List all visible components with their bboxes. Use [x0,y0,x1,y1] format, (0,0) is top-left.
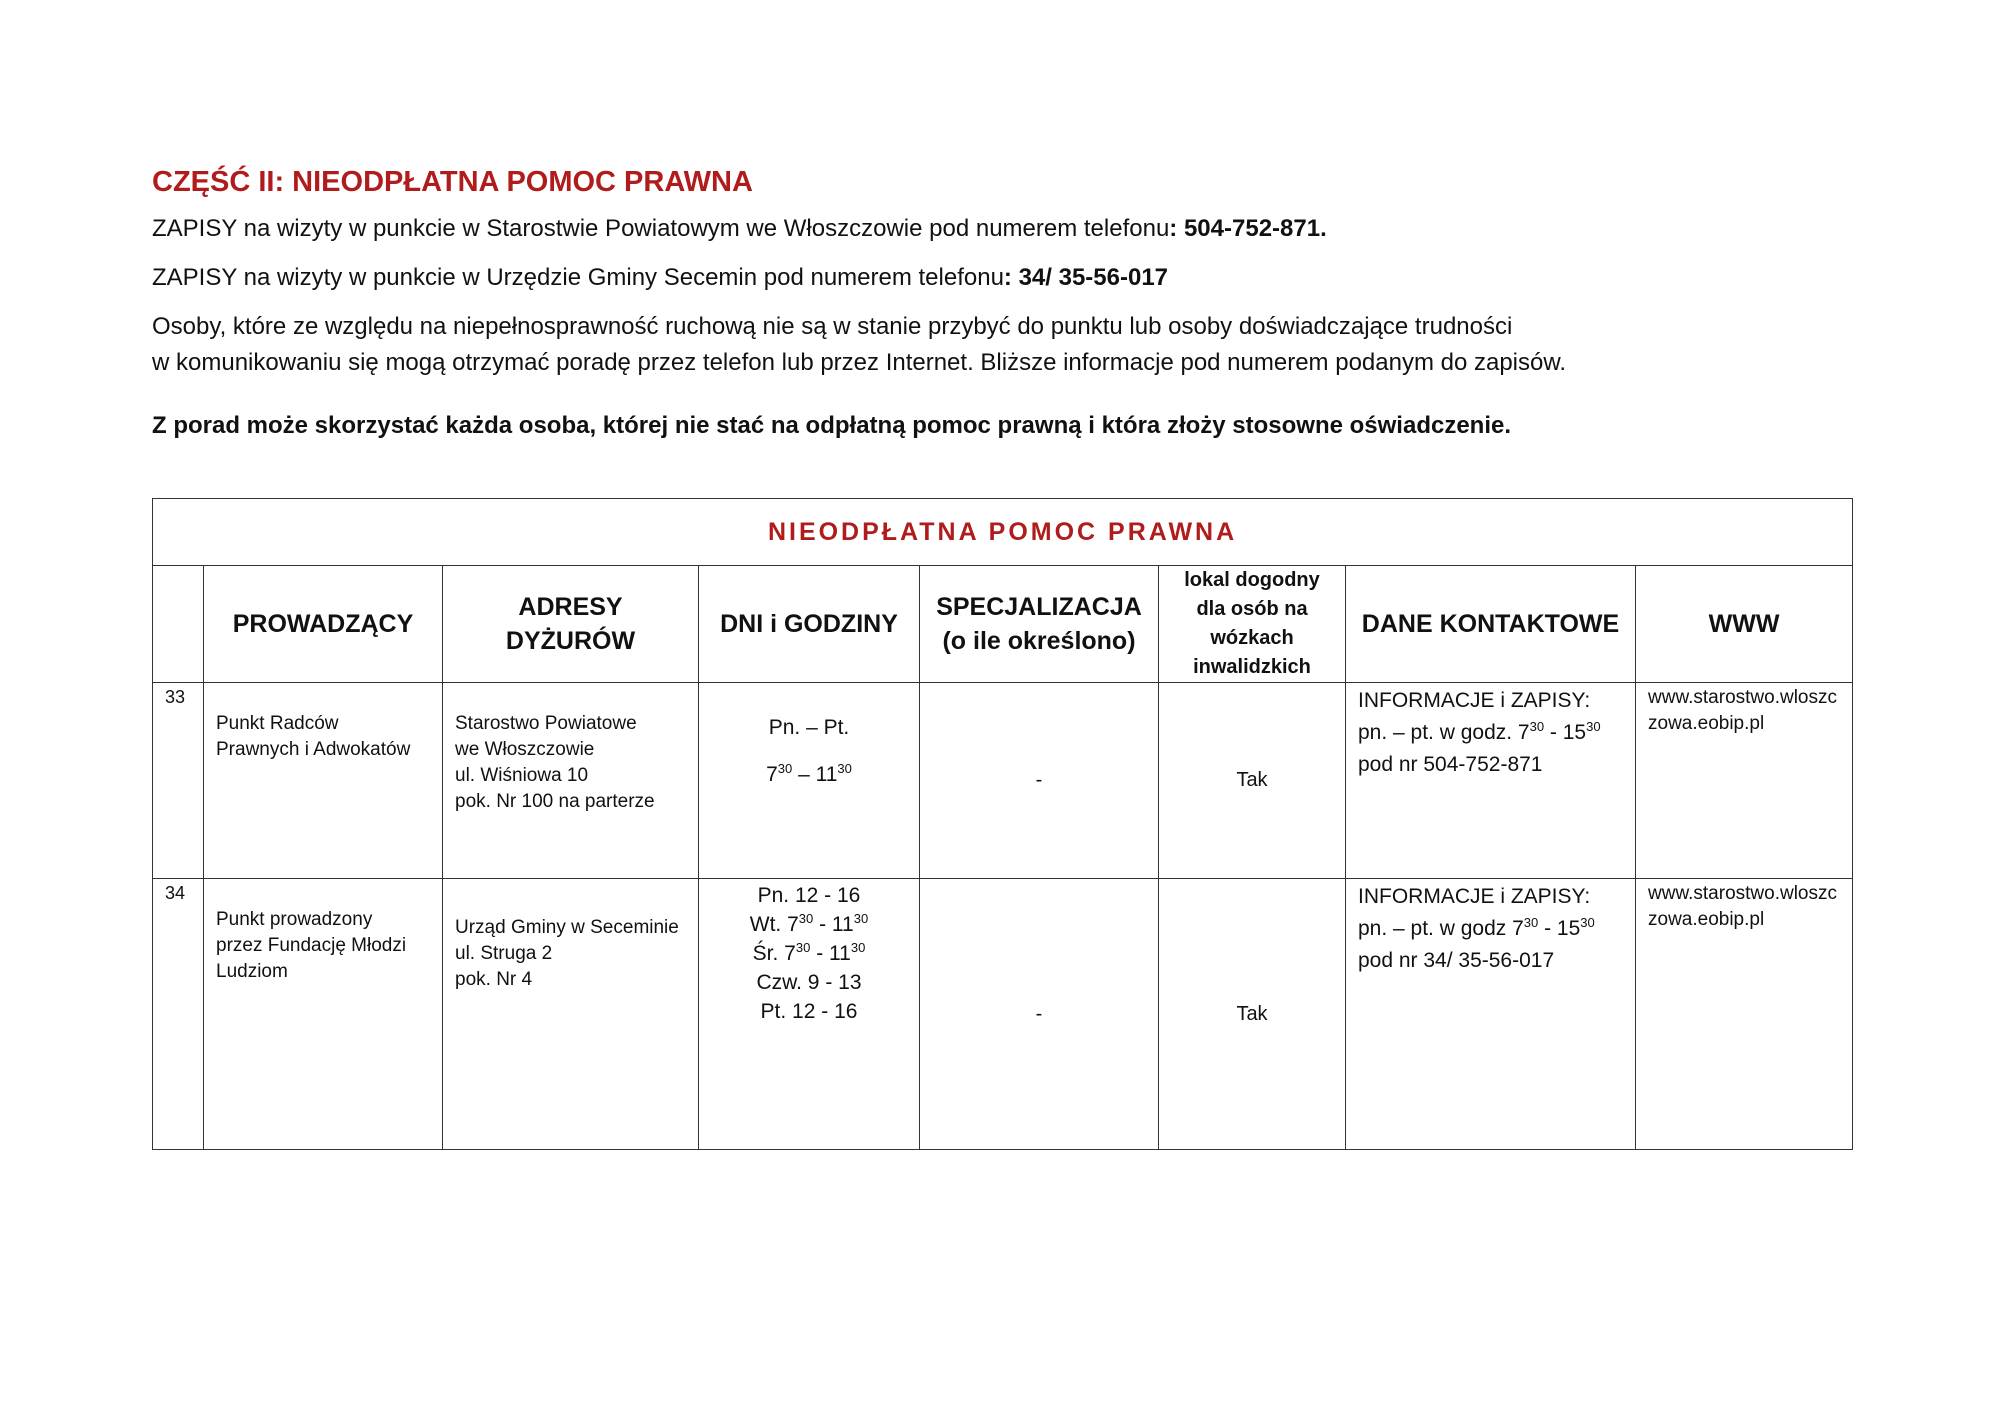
row-days [699,683,920,879]
header-prowadzacy: PROWADZĄCY [204,566,443,683]
contact-text: - 15 [1538,917,1581,940]
document-body [152,166,1852,482]
table-header-row [153,566,1853,683]
table-row [153,879,1853,1150]
header-specjalizacja [920,566,1159,683]
eligibility-note: Z porad może skorzystać każda osoba, której nie stać na odpłatną pomoc prawną i która złoży stosowne oświadczenie. [152,412,1512,439]
contact-text: pod nr 504-752-871 [1358,753,1543,776]
contact-text: INFORMACJE i ZAPISY: pn. – pt. w godz. 7 [1358,689,1591,744]
days-minutes: 30 [853,911,869,926]
accessibility-info-line-2: w komunikowaniu się mogą otrzymać poradę przez telefon lub przez Internet. Bliższe informacje pod numerem podanym do zapisów. [152,349,1567,376]
zapisy-secemin [152,260,1852,296]
table-row [153,683,1853,879]
row-days [699,879,920,1150]
zapisy-starostwo-text: ZAPISY na wizyty w punkcie w Starostwie Powiatowym we Włoszczowie pod numerem telefonu [152,215,1170,242]
row-wheelchair: Tak [1159,879,1346,1150]
days-hours [700,760,918,789]
contact-minutes: 30 [1529,719,1545,734]
hours-to: 11 [815,763,838,786]
table-caption: NIEODPŁATNA POMOC PRAWNA [153,499,1853,566]
accessibility-info-line-1: Osoby, które ze względu na niepełnosprawność ruchową nie są w stanie przybyć do punktu lub osoby doświadczające trudności [152,313,1513,340]
days-label: Pn. – Pt. [768,716,850,739]
days-line: Czw. 9 - 13 [756,971,862,994]
row-specjalizacja: - [920,683,1159,879]
row-contact [1346,683,1636,879]
zapisy-secemin-text: ZAPISY na wizyty w punkcie w Urzędzie Gminy Secemin pod numerem telefonu [152,264,1004,291]
header-lokal-line-4: inwalidzkich [1193,656,1311,678]
row-number: 33 [153,683,204,879]
header-number [153,566,204,683]
row-provider [204,683,443,879]
address-line: ul. Wiśniowa 10 [455,765,589,786]
header-dni: DNI i GODZINY [699,566,920,683]
days-text: - 11 [813,913,854,936]
provider-line: Punkt Radców [216,713,339,734]
zapisy-starostwo [152,211,1852,247]
legal-aid-table [152,498,1853,1150]
contact-minutes: 30 [1523,915,1539,930]
row-www-link[interactable]: www.starostwo.wloszczowa.eobip.pl [1636,879,1853,1150]
section-heading: CZĘŚĆ II: NIEODPŁATNA POMOC PRAWNA [152,166,753,198]
row-provider [204,879,443,1150]
days-line: Pn. 12 - 16 [757,884,861,907]
row-address [443,879,699,1150]
header-lokal-line-3: wózkach [1210,627,1294,649]
hours-to-minutes: 30 [837,761,852,776]
provider-line: Ludziom [216,961,288,982]
hours-separator: – [792,763,816,786]
header-spec-line-2: (o ile określono) [942,627,1136,655]
contact-minutes: 30 [1586,719,1601,734]
row-wheelchair: Tak [1159,683,1346,879]
days-text: Śr. 7 [752,942,796,965]
days-text: - 11 [810,942,851,965]
address-line: Urząd Gminy w Seceminie [455,917,679,938]
header-lokal [1159,566,1346,683]
hours-from-minutes: 30 [777,761,793,776]
hours-from: 7 [766,763,778,786]
address-line: pok. Nr 4 [455,969,533,990]
header-lokal-line-2: dla osób na [1196,598,1308,620]
row-www-link[interactable]: www.starostwo.wloszczowa.eobip.pl [1636,683,1853,879]
days-minutes: 30 [795,940,811,955]
zapisy-starostwo-phone: : 504-752-871. [1169,215,1327,242]
contact-text: - 15 [1544,721,1587,744]
header-dane: DANE KONTAKTOWE [1346,566,1636,683]
row-address [443,683,699,879]
row-number: 34 [153,879,204,1150]
header-adresy [443,566,699,683]
days-minutes: 30 [798,911,814,926]
zapisy-secemin-phone: : 34/ 35-56-017 [1003,264,1169,291]
days-text: Wt. 7 [749,913,799,936]
address-line: ul. Struga 2 [455,943,553,964]
days-line [700,910,918,939]
header-www: WWW [1636,566,1853,683]
header-spec-line-1: SPECJALIZACJA [936,593,1142,621]
header-adresy-line-2: DYŻURÓW [505,627,636,655]
row-specjalizacja: - [920,879,1159,1150]
days-line [700,939,918,968]
contact-text: INFORMACJE i ZAPISY: pn. – pt. w godz 7 [1358,885,1591,940]
contact-minutes: 30 [1580,915,1595,930]
days-line: Pt. 12 - 16 [760,1000,858,1023]
provider-line: Punkt prowadzony [216,909,373,930]
days-minutes: 30 [850,940,866,955]
provider-line: Prawnych i Adwokatów [216,739,411,760]
address-line: we Włoszczowie [455,739,595,760]
address-line: Starostwo Powiatowe [455,713,637,734]
contact-text: pod nr 34/ 35-56-017 [1358,949,1555,972]
accessibility-info [152,309,1852,381]
header-adresy-line-1: ADRESY [518,593,623,621]
provider-line: przez Fundację Młodzi [216,935,407,956]
header-lokal-line-1: lokal dogodny [1184,569,1320,591]
row-contact [1346,879,1636,1150]
address-line: pok. Nr 100 na parterze [455,791,655,812]
